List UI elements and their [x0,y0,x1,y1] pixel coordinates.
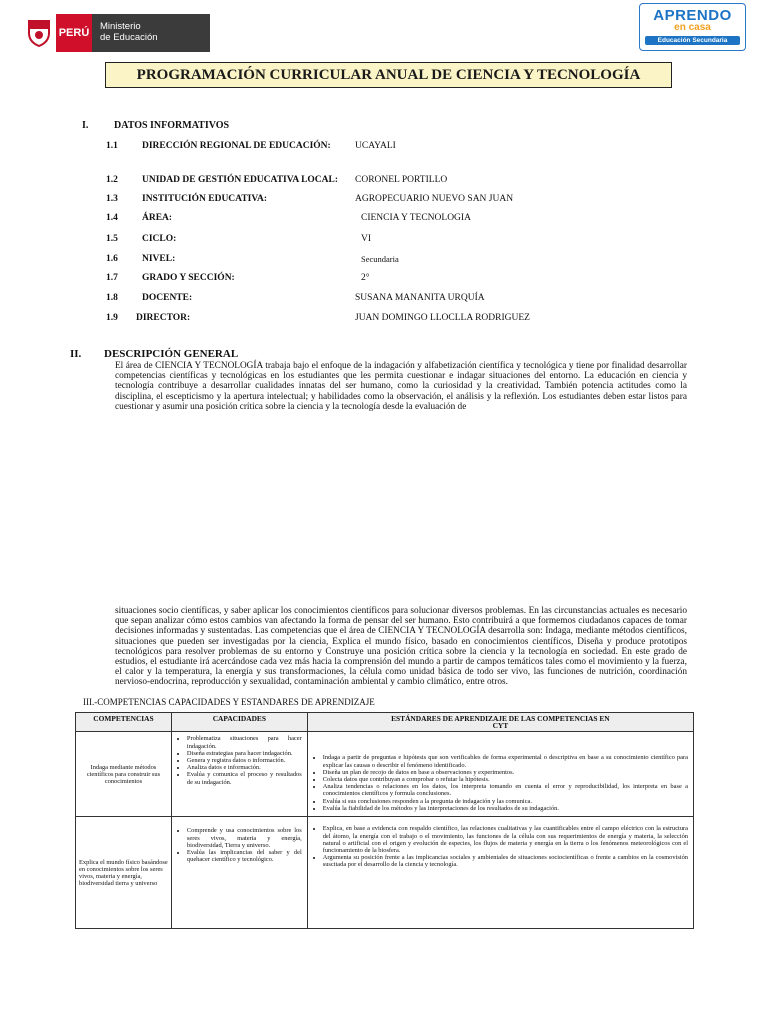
list-item: • Argumenta su posición frente a las implicancias sociales y ambientales de situaciones sociocientíficas o frente a cambios en la cosmovisión suscitada por el desarrollo de la ciencia y tecnología. [323,854,688,868]
section-1-heading: DATOS INFORMATIVOS [114,120,230,131]
capacidades-cell [171,817,307,929]
header-competencias: COMPETENCIAS [76,713,172,732]
info-row-number: 1.6 [106,254,118,264]
info-row-label: CICLO: [142,234,177,244]
list-item: • Colecta datos que contribuyan a comprobar o refutar la hipótesis. [323,776,688,783]
info-row-value: UCAYALI [355,141,396,151]
aprendo-en-casa-logo: APRENDO en casa Educación Secundaria [639,3,746,51]
table-header-row [76,713,694,732]
info-row-label: NIVEL: [142,254,176,264]
info-row-number: 1.1 [106,141,118,151]
section-1-number: I. [82,120,89,131]
list-item: • Analiza datos e información. [187,764,302,771]
estandares-cell [307,817,693,929]
info-row-number: 1.2 [106,175,118,185]
info-row-number: 1.9 [106,313,118,323]
info-row-value: SUSANA MANANITA URQUÍA [355,293,485,303]
competencia-cell: Indaga mediante métodos científicos para construir sus conocimientos [76,732,172,817]
info-row-value: CORONEL PORTILLO [355,175,448,185]
page-title: PROGRAMACIÓN CURRICULAR ANUAL DE CIENCIA Y TECNOLOGÍA [105,62,672,88]
table-row [76,732,694,817]
competencia-cell: Explica el mundo físico basándose en conocimientos sobre los seres vivos, materia y energía, biodiversidad tierra y universo [76,817,172,929]
info-row-label: DIRECCIÓN REGIONAL DE EDUCACIÓN: [142,141,331,151]
peru-shield-icon [22,14,56,52]
info-row-label: DOCENTE: [142,293,193,303]
info-row-number: 1.8 [106,293,118,303]
list-item: • Analiza tendencias o relaciones en los datos, los interpreta tomando en cuenta el error y reproducibilidad, los interpreta en base a conocimientos científicos y formula conclusiones. [323,783,688,797]
list-item: • Diseña un plan de recojo de datos en base a observaciones y experimentos. [323,769,688,776]
info-row-value: JUAN DOMINGO LLOCLLA RODRIGUEZ [355,313,530,323]
list-item: • Evalúa la fiabilidad de los métodos y las interpretaciones de los resultados de su indagación. [323,805,688,812]
info-row-label: INSTITUCIÓN EDUCATIVA: [142,194,268,204]
section-2-number: II. [70,348,82,360]
list-item: • Genera y registra datos o información. [187,757,302,764]
minedu-logo [22,14,210,52]
list-item: • Diseña estrategias para hacer indagación. [187,750,302,757]
info-row-label: DIRECTOR: [136,313,191,323]
list-item: • Evalúa si sus conclusiones responden a la pregunta de indagación y las comunica. [323,798,688,805]
list-item: • Evalúa las implicancias del saber y del quehacer científico y tecnológico. [187,849,302,863]
description-paragraph-2: situaciones socio científicas, y saber aplicar los conocimientos científicos para solucionar diversos problemas. En las circunstancias actuales es necesario que sepan analizar cómo estos cambios van afectando la forma de pensar del ser humano. Esto contribuirá a que formemos ciudadanos capaces de tomar decisiones informadas y sustentadas. Las competencias que el área de CIENCIA Y TECNOLOGÍA desarrolla son: Indaga, mediante métodos científicos, situaciones que pueden ser investigadas por la ciencia, Explica el mundo físico, basado en conocimientos científicos, Diseña y produce prototipos tecnológicos para resolver problemas de su entorno y Construye una posición crítica sobre la ciencia y la tecnología en sociedad. En este grado de estudios, el estudiante irá acercándose cada vez más hacia la comprensión del mundo a partir de campos temáticos tales como el movimiento y la fuerza, el calor y la temperatura, la energía y sus transformaciones, la célula como unidad básica de todo ser vivo, las funciones de nutrición, coordinación nervioso-endocrina, reproducción y sexualidad, contaminación ambiental y cambio climático, entre otros. [115,606,687,688]
info-row-label: GRADO Y SECCIÓN: [142,273,235,283]
header-estandares: ESTÁNDARES DE APRENDIZAJE DE LAS COMPETENCIAS EN CYT [307,713,693,732]
estandares-cell [307,732,693,817]
list-item: • Explica, en base a evidencia con respaldo científico, las relaciones cualitativas y las cuantificables entre el campo eléctrico con la estructura del átomo, la energía con el trabajo o el movimiento, las funciones de la célula con sus requerimientos de energía y materia, la selección natural o artificial con el origen y evolución de especies, los flujos de materia y energía en la tierra o los fenómenos meteorológicos con el funcionamiento de la biosfera. [323,825,688,854]
header-capacidades: CAPACIDADES [171,713,307,732]
info-row-number: 1.5 [106,234,118,244]
description-paragraph-1: El área de CIENCIA Y TECNOLOGÍA trabaja bajo el enfoque de la indagación y alfabetización científica y tecnológica y tiene por finalidad desarrollar competencias científicas y tecnológicas en los estudiantes que les permita cuestionar e indagar situaciones del entorno. La educación en ciencia y tecnología contribuye a desarrollar cualidades innatas del ser humano, como la curiosidad y la creatividad. También potencia actitudes como la disciplina, el escepticismo y la apertura intelectual; y habilidades como la observación, el análisis y la reflexión. Los estudiantes deben estar listos para cuestionar y asumir una posición crítica sobre la ciencia y la tecnología desde la evaluación de [115,361,687,412]
info-row-value: 2° [361,273,370,283]
list-item: • Evalúa y comunica el proceso y resultados de su indagación. [187,771,302,785]
info-row-label: UNIDAD DE GESTIÓN EDUCATIVA LOCAL: [142,175,339,185]
info-row-number: 1.7 [106,273,118,283]
list-item: • Indaga a partir de preguntas e hipótesis que son verificables de forma experimental o descriptiva en base a su conocimiento científico para explicar las causas o describir el fenómeno identificado. [323,754,688,768]
info-row-value: VI [361,234,372,244]
list-item: • Comprende y usa conocimientos sobre los seres vivos, materia y energía, biodiversidad, Tierra y universo. [187,827,302,849]
peru-label: PERÚ [56,14,92,52]
info-row-number: 1.3 [106,194,118,204]
ministry-label: Ministerio de Educación [92,14,210,52]
section-3-heading: III.-COMPETENCIAS CAPACIDADES Y ESTANDARES DE APRENDIZAJE [83,697,375,707]
section-2-heading: DESCRIPCIÓN GENERAL [104,348,239,360]
info-row-value: CIENCIA Y TECNOLOGIA [361,213,471,223]
info-row-value: AGROPECUARIO NUEVO SAN JUAN [355,194,514,204]
capacidades-cell [171,732,307,817]
list-item: • Problematiza situaciones para hacer indagación. [187,735,302,749]
competencies-table [75,712,694,929]
info-row-number: 1.4 [106,213,118,223]
table-row [76,817,694,929]
info-row-label: ÁREA: [142,213,173,223]
info-row-value: Secundaria [361,254,399,264]
